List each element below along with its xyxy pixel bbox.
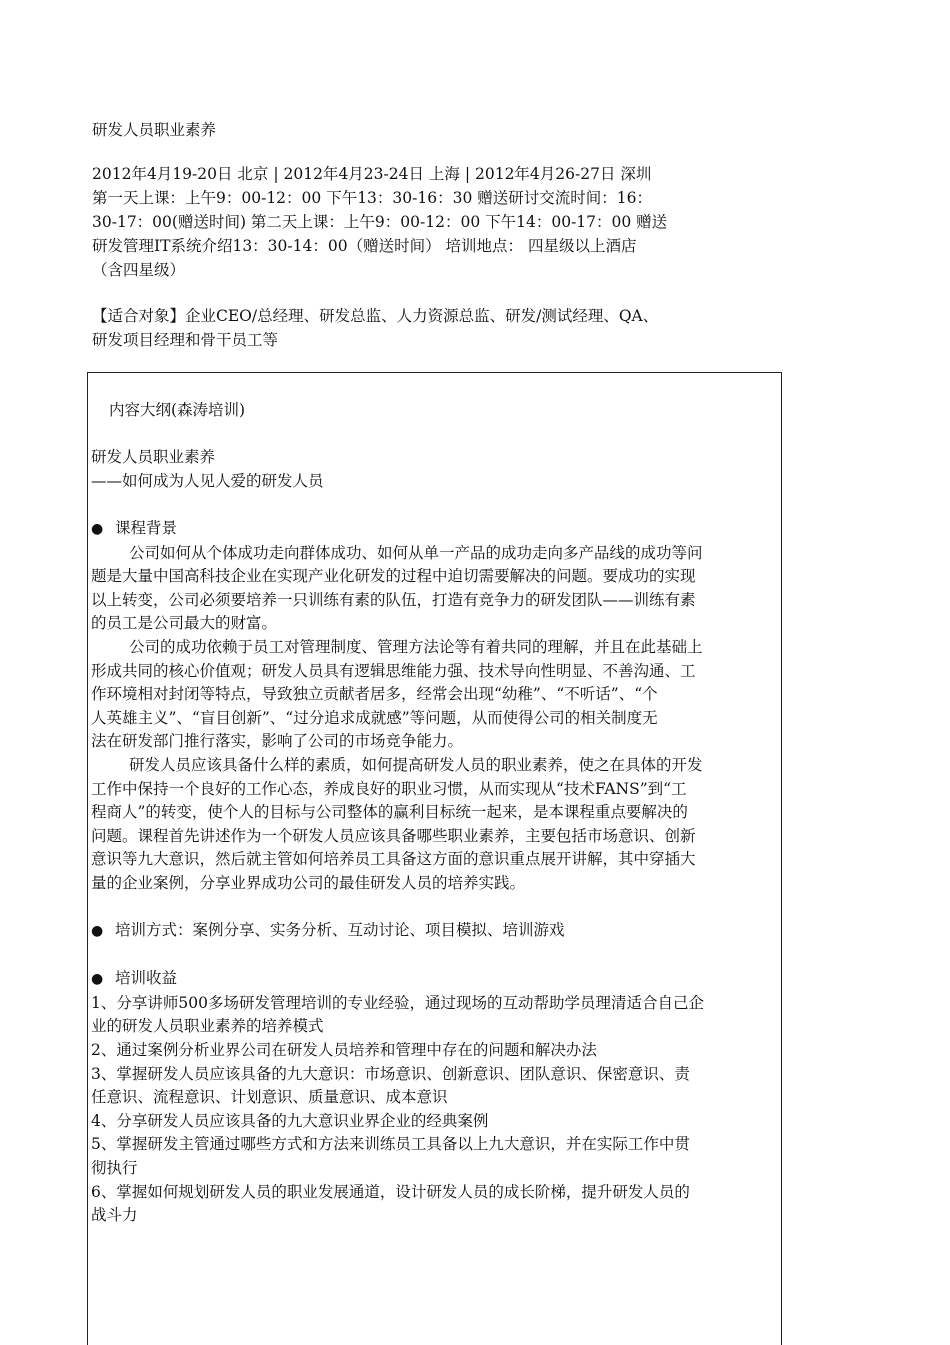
audience-block (92, 304, 792, 352)
schedule-line: 第一天上课：上午9：00-12：00 下午13：30-16：30 赠送研讨交流时间：16： (92, 189, 652, 207)
schedule-block (92, 162, 792, 282)
paragraph-line: 公司的成功依赖于员工对管理制度、管理方法论等有着共同的理解，并且在此基础上 (129, 637, 703, 656)
paragraph-line: 作环境相对封闭等特点，导致独立贡献者居多，经常会出现“幼稚”、“不听话”、“个 (91, 685, 658, 704)
paragraph-line: 公司如何从个体成功走向群体成功、如何从单一产品的成功走向多产品线的成功等问 (129, 543, 703, 562)
benefit-line: 5、掌握研发主管通过哪些方式和方法来训练员工具备以上九大意识，并在实际工作中贯 (91, 1135, 690, 1154)
bullet-icon: ● (91, 971, 104, 988)
background-label: 课程背景 (115, 518, 178, 537)
schedule-line: 研发管理IT系统介绍13：30-14：00（赠送时间） 培训地点： 四星级以上酒店 (92, 237, 637, 255)
paragraph-line: 法在研发部门推行落实，影响了公司的市场竞争能力。 (91, 732, 464, 751)
schedule-line: （含四星级） (92, 261, 186, 279)
background-heading (91, 517, 796, 542)
course-title: 研发人员职业素养 (91, 448, 216, 467)
benefit-line: 任意识、流程意识、计划意识、质量意识、成本意识 (91, 1088, 448, 1107)
benefit-line: 2、通过案例分析业界公司在研发人员培养和管理中存在的问题和解决办法 (91, 1041, 597, 1060)
benefit-line: 彻执行 (91, 1159, 138, 1177)
paragraph-line: 程商人”的转变，使个人的目标与公司整体的赢利目标统一起来，是本课程重点要解决的 (91, 803, 688, 822)
paragraph-line: 量的企业案例，分享业界成功公司的最佳研发人员的培养实践。 (91, 873, 526, 892)
paragraph-line: 以上转变，公司必须要培养一只训练有素的队伍，打造有竞争力的研发团队——训练有素 (91, 590, 696, 609)
audience-line: 研发项目经理和骨干员工等 (92, 331, 279, 349)
paragraph-line: 研发人员应该具备什么样的素质，如何提高研发人员的职业素养，使之在具体的开发 (129, 755, 703, 774)
benefit-line: 4、分享研发人员应该具备的九大意识业界企业的经典案例 (91, 1111, 489, 1130)
benefit-line: 1、分享讲师500多场研发管理培训的专业经验，通过现场的互动帮助学员理清适合自己企 (91, 993, 704, 1012)
benefits-heading (91, 967, 796, 992)
benefit-line: 战斗力 (91, 1206, 138, 1225)
audience-line: 【适合对象】企业CEO/总经理、研发总监、人力资源总监、研发/测试经理、QA、 (92, 307, 659, 325)
background-paragraph (91, 542, 796, 636)
paragraph-line: 意识等九大意识，然后就主管如何培养员工具备这方面的意识重点展开讲解，其中穿插大 (91, 850, 696, 869)
benefit-line: 6、掌握如何规划研发人员的职业发展通道，设计研发人员的成长阶梯，提升研发人员的 (91, 1182, 690, 1201)
outline-heading: 内容大纲(森涛培训) (109, 401, 246, 419)
paragraph-line: 形成共同的核心价值观；研发人员具有逻辑思维能力强、技术导向性明显、不善沟通、工 (91, 661, 696, 680)
paragraph-line: 问题。课程首先讲述作为一个研发人员应该具备哪些职业素养，主要包括市场意识、创新 (91, 826, 696, 845)
outline-content (91, 399, 796, 1228)
course-subtitle: ——如何成为人见人爱的研发人员 (91, 471, 324, 490)
background-paragraph (91, 636, 796, 754)
bullet-icon: ● (91, 520, 104, 537)
schedule-line: 30-17：00(赠送时间) 第二天上课：上午9：00-12：00 下午14：00-17：00 赠送 (92, 213, 668, 231)
benefit-line: 3、掌握研发人员应该具备的九大意识：市场意识、创新意识、团队意识、保密意识、责 (91, 1064, 690, 1083)
document-title: 研发人员职业素养 (92, 121, 217, 139)
paragraph-line: 人英雄主义”、“盲目创新”、“过分追求成就感”等问题，从而使得公司的相关制度无 (91, 708, 658, 727)
paragraph-line: 的员工是公司最大的财富。 (91, 614, 278, 633)
method-line (91, 919, 796, 944)
background-paragraph (91, 754, 796, 896)
benefit-line: 业的研发人员职业素养的培养模式 (91, 1017, 324, 1036)
schedule-line: 2012年4月19-20日 北京 | 2012年4月23-24日 上海 | 2012年4月26-27日 深圳 (92, 165, 652, 183)
method-text: 培训方式：案例分享、实务分析、互动讨论、项目模拟、培训游戏 (115, 921, 565, 940)
paragraph-line: 工作中保持一个良好的工作心态，养成良好的职业习惯，从而实现从“技术FANS”到“工 (91, 779, 687, 798)
outline-box (87, 372, 782, 1345)
paragraph-line: 题是大量中国高科技企业在实现产业化研发的过程中迫切需要解决的问题。要成功的实现 (91, 567, 696, 586)
bullet-icon: ● (91, 923, 104, 940)
benefits-label: 培训收益 (115, 969, 178, 988)
